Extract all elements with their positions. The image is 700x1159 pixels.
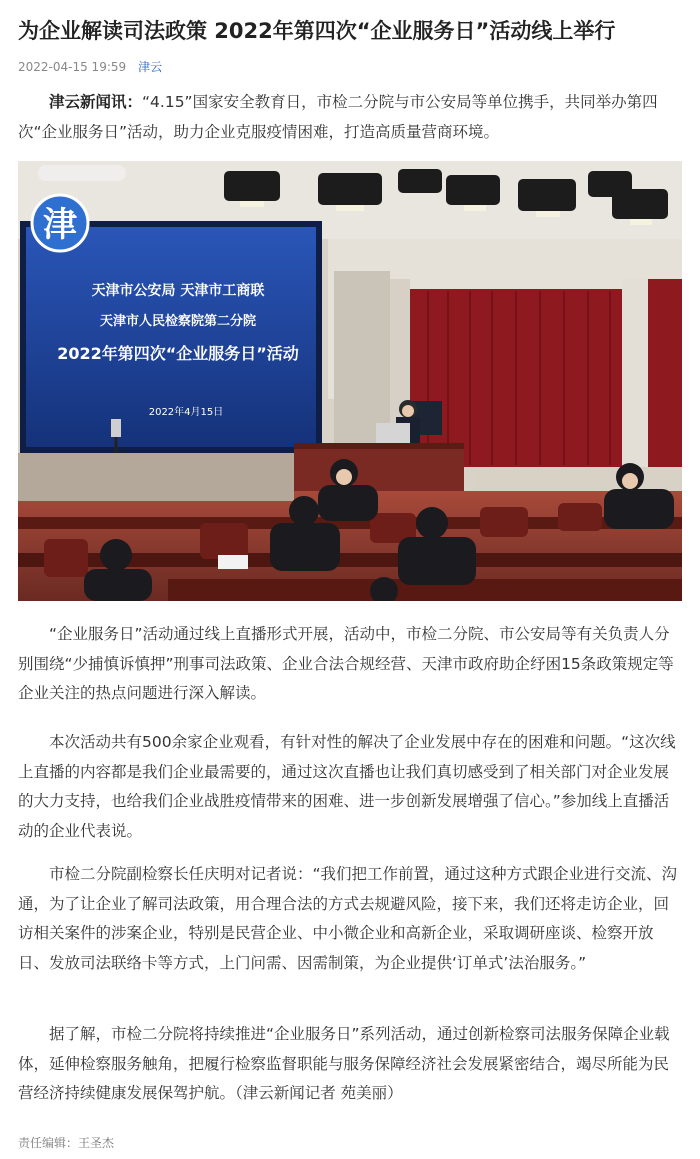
source-link[interactable]: 津云 bbox=[138, 60, 163, 74]
publish-datetime: 2022-04-15 19:59 bbox=[18, 60, 127, 74]
body-paragraph-4: 据了解，市检二分院将持续推进“企业服务日”系列活动，通过创新检察司法服务保障企业载体，延伸检察服务触角，把履行检察监督职能与服务保障经济社会发展紧密结合，竭尽所能为民营经济持续健康发展保驾护航。（津云新闻记者 苑美丽） bbox=[18, 1025, 670, 1102]
photo-screen-line-2: 天津市人民检察院第二分院 bbox=[99, 314, 257, 329]
lead-label: 津云新闻讯： bbox=[49, 93, 143, 111]
responsible-editor: 责任编辑：王圣杰 bbox=[18, 1136, 115, 1150]
body-paragraph-3: 市检二分院副检察长任庆明对记者说：“我们把工作前置，通过这种方式跟企业进行交流、沟通，为了让企业了解司法政策，用合理合法的方式去规避风险，接下来，我们还将走访企业，回访相关案件的涉案企业，特别是民营企业、中小微企业和高新企业，采取调研座谈、检察开放日、发放司法联络卡等方式，上门问需、因需制策，为企业提供‘订单式’法治服务。” bbox=[18, 865, 678, 972]
photo-screen-line-3: 2022年第四次“企业服务日”活动 bbox=[57, 344, 299, 363]
lead-text: “4.15”国家安全教育日，市检二分院与市公安局等单位携手，共同举办第四次“企业服务日”活动，助力企业克服疫情困难，打造高质量营商环境。 bbox=[18, 93, 658, 141]
article-title: 为企业解读司法政策 2022年第四次“企业服务日”活动线上举行 bbox=[18, 19, 616, 43]
body-paragraph-1: “企业服务日”活动通过线上直播形式开展，活动中，市检二分院、市公安局等有关负责人分别围绕“少捕慎诉慎押”刑事司法政策、企业合法合规经营、天津市政府助企纾困15条政策规定等企业关注的热点问题进行深入解读。 bbox=[18, 625, 674, 702]
photo-screen-line-1: 天津市公安局 天津市工商联 bbox=[91, 283, 265, 299]
photo-screen-line-4: 2022年4月15日 bbox=[148, 407, 224, 418]
article-photo bbox=[18, 161, 682, 601]
lead-paragraph bbox=[18, 88, 682, 147]
article-meta bbox=[18, 58, 162, 76]
photo-logo: 津 bbox=[43, 205, 77, 245]
body-paragraph-2: 本次活动共有500余家企业观看，有针对性的解决了企业发展中存在的困难和问题。“这次线上直播的内容都是我们企业最需要的，通过这次直播也让我们真切感受到了相关部门对企业发展的大力支持，也给我们企业战胜疫情带来的困难、进一步创新发展增强了信心。”参加线上直播活动的企业代表说。 bbox=[18, 733, 676, 840]
